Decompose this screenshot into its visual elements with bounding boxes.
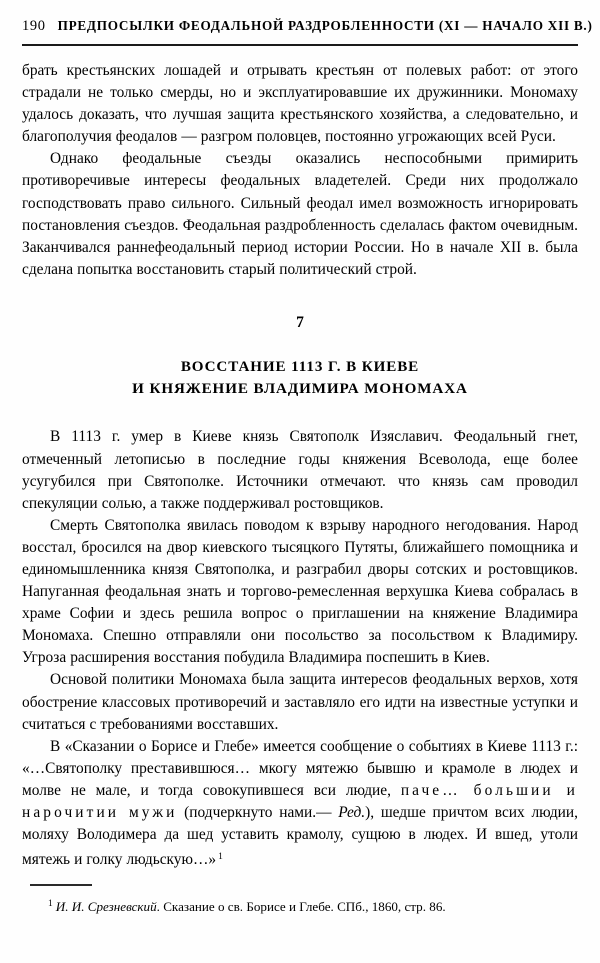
paragraph: Однако феодальные съезды оказались неспособными примирить противоречивые интересы феодальных владетелей. Среди них продолжало господствовать право сильного. Сильный феодал имел возможность игнорировать постановления съездов. Феодальная раздробленность сделалась фактом очевидным. Заканчивался раннефеодальный период истории России. Но в начале XII в. была сделана попытка восстановить старый политический строй.	[22, 150, 578, 278]
chapter-number: 7	[296, 313, 304, 331]
running-title: ПРЕДПОСЫЛКИ ФЕОДАЛЬНОЙ РАЗДРОБЛЕННОСТИ (XI — НАЧАЛО XII В.)	[57, 18, 593, 33]
quote-tail: ), шедше причтом всих людии, моляху Володимера да шед уставить крамолу, сущюю в людех. И вшед, утоли мятежь и голку людьскую…»	[22, 804, 578, 869]
chapter-title-line-2: И КНЯЖЕНИЕ ВЛАДИМИРА МОНОМАХА	[132, 381, 468, 398]
quote-emphasis: паче… большии и нарочитии мужи	[22, 781, 578, 822]
header-rule	[22, 44, 578, 46]
chapter-heading	[22, 315, 578, 401]
chapter-title	[22, 356, 578, 400]
quote-lead: В «Сказании о Борисе и Глебе» имеется сообщение о событиях в Киеве 1113 г.: «…Святополку преставившюся… мкогу мятежю бывшю и крамоле в людех и молве не мале, и тогда совокупившеся вси людие,	[22, 737, 578, 799]
paragraph: В 1113 г. умер в Киеве князь Святополк Изяславич. Феодальный гнет, отмеченный летописью в последние годы княжения Всеволода, еще более усугубился при Святополке. Источники отмечают. что князь сам проводил спекуляции солью, а также поддерживал ростовщиков.	[22, 428, 578, 512]
text-column	[22, 60, 578, 871]
footnote-marker: 1	[48, 898, 53, 909]
paragraph: Смерть Святополка явилась поводом к взрыву народного негодования. Народ восстал, бросился на двор киевского тысяцкого Путяты, ближайшего помощника и единомышленника князя Святополка, и разграбил дворы сотских и ростовщиков. Напуганная феодальная знать и торгово-ремесленная верхушка Киева собралась в храме Софии и здесь решила вопрос о приглашении на княжение Владимира Мономаха. Спешно отправляли они посольство за посольством к Владимиру. Угроза расширения восстания побудила Владимира поспешить в Киев.	[22, 516, 578, 667]
page-number: 190	[22, 18, 46, 34]
chapter-title-line-1: ВОССТАНИЕ 1113 Г. В КИЕВЕ	[180, 359, 420, 376]
running-head	[22, 18, 593, 35]
footnote-text: . Сказание о св. Борисе и Глебе. СПб., 1860, стр. 86.	[156, 898, 446, 914]
footnote-author: И. И. Срезневский	[55, 898, 157, 914]
quote-mid: (подчеркнуто нами.—	[177, 804, 339, 822]
quotation-paragraph	[22, 736, 578, 872]
footnote-reference[interactable]: 1	[218, 852, 223, 863]
footnote-zone	[22, 884, 578, 916]
footnote	[22, 895, 578, 916]
footnote-rule	[30, 884, 92, 886]
editor-note: Ред.	[338, 804, 366, 822]
paragraph: Основой политики Мономаха была защита интересов феодальных верхов, хотя обострение классовых противоречий и заставляло его идти на известные уступки и считаться с требованиями восставших.	[22, 671, 578, 733]
paragraph: брать крестьянских лошадей и отрывать крестьян от полевых работ: от этого страдали не только смерды, но и эксплуатировавшие их дружинники. Мономаху удалось доказать, что лучшая защита крестьянского хозяйства, а следовательно, и благополучия феодалов — разгром половцев, постоянно угрожающих всей Руси.	[22, 62, 578, 146]
